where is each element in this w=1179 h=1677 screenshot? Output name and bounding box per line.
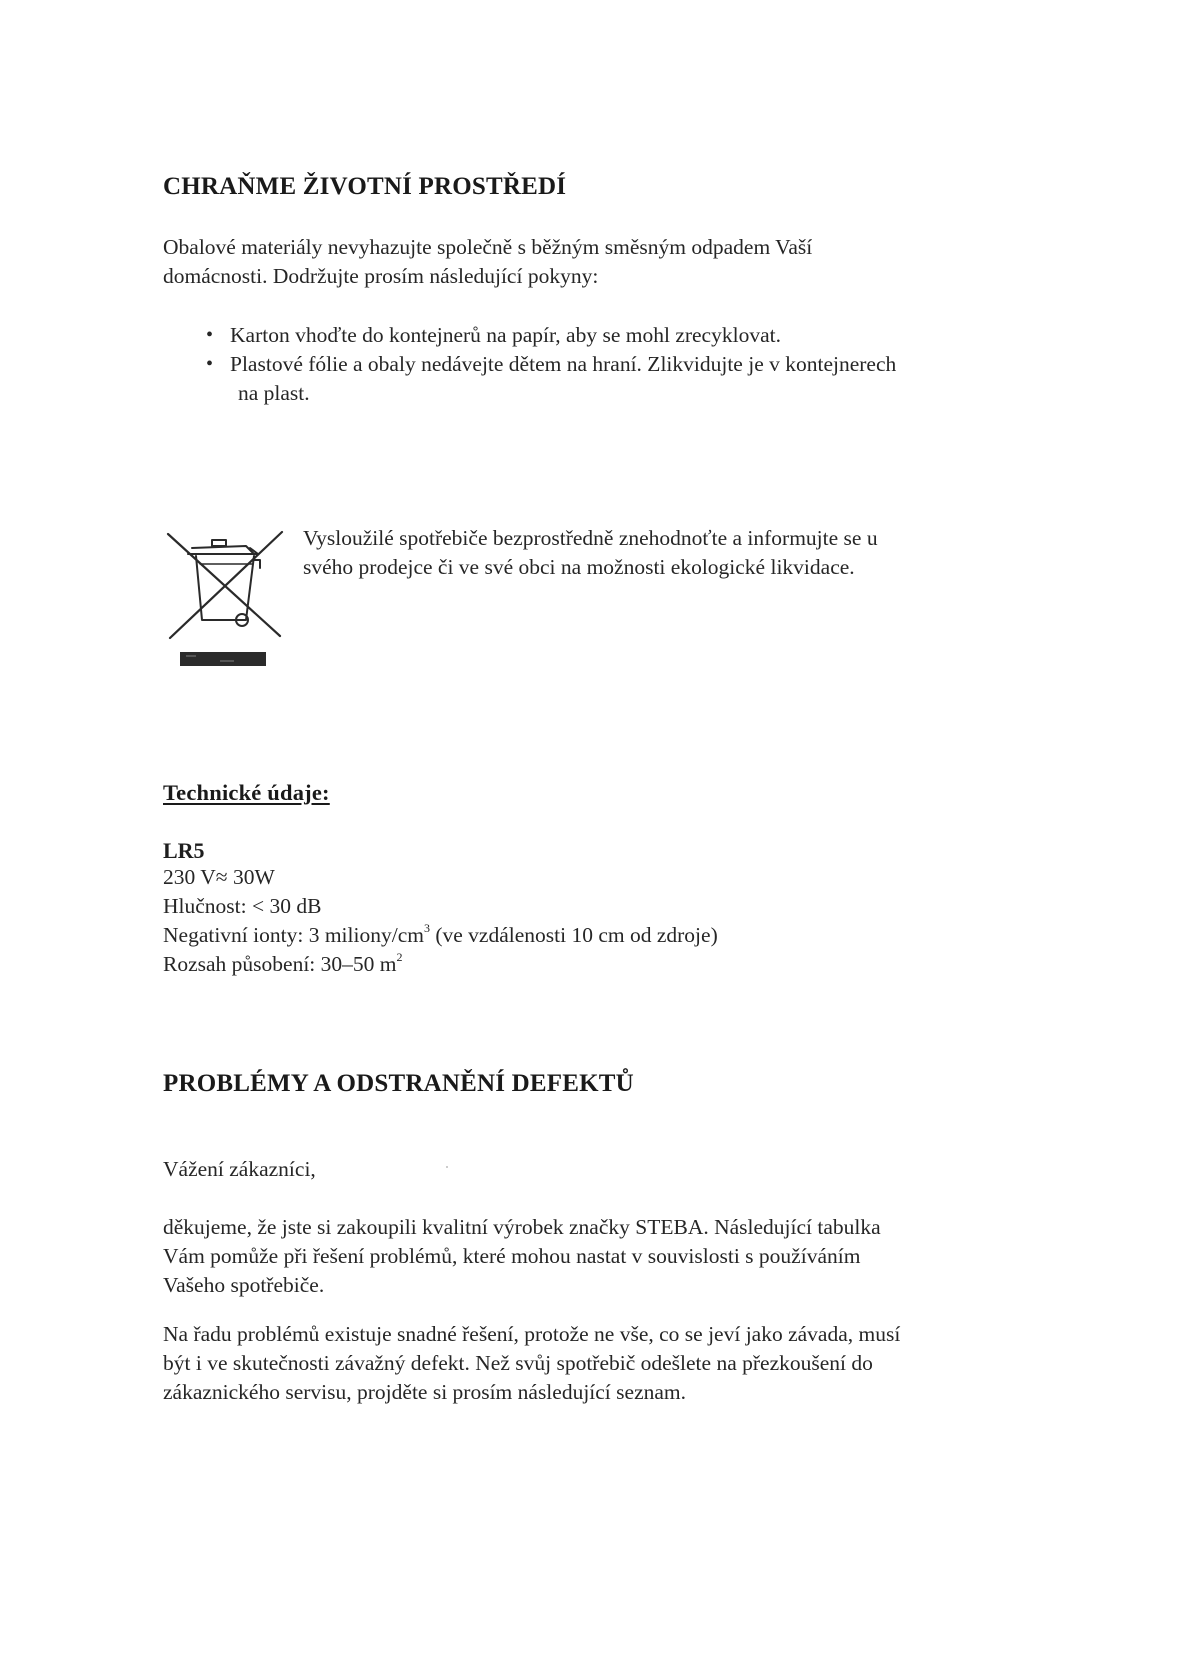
unit-exponent: 3: [423, 920, 430, 935]
crossed-out-wheelie-bin-icon: [162, 524, 288, 674]
paragraph-line: být i ve skutečnosti závažný defekt. Než svůj spotřebič odešlete na přezkoušení do: [163, 1351, 873, 1375]
weee-disposal-note: [303, 524, 1003, 582]
paragraph-line: Vašeho spotřebiče.: [163, 1273, 325, 1297]
technical-specs: [163, 863, 718, 979]
spec-negative-ions: [163, 921, 718, 950]
list-item-text: Karton vhoďte do kontejnerů na papír, aby se mohl zrecyklovat.: [230, 323, 781, 347]
spec-power: 230 V≈ 30W: [163, 865, 275, 889]
spec-negative-ions-distance: (ve vzdálenosti 10 cm od zdroje): [429, 923, 718, 947]
environment-intro-line: Obalové materiály nevyhazujte společně s běžným směsným odpadem Vaší: [163, 235, 813, 259]
paragraph-line: Na řadu problémů existuje snadné řešení, protože ne vše, co se jeví jako závada, musí: [163, 1322, 901, 1346]
model-name: LR5: [163, 838, 205, 863]
spec-range-text: Rozsah působení: 30–50 m: [163, 952, 397, 976]
unit-exponent: 2: [396, 949, 403, 964]
list-item: [206, 321, 1030, 350]
spec-negative-ions-text: Negativní ionty: 3 miliony/cm: [163, 923, 424, 947]
paragraph-line: Vám pomůže při řešení problémů, které mohou nastat v souvislosti s používáním: [163, 1244, 861, 1268]
environment-heading: CHRAŇME ŽIVOTNÍ PROSTŘEDÍ: [163, 173, 567, 200]
greeting: Vážení zákazníci,: [163, 1157, 316, 1181]
environment-intro: [163, 233, 812, 291]
environment-bullet-list: [206, 321, 1030, 408]
technical-data-heading: Technické údaje:: [163, 780, 330, 805]
list-item: [206, 350, 1030, 408]
environment-intro-line: domácnosti. Dodržujte prosím následující pokyny:: [163, 264, 599, 288]
bullet-icon: •: [206, 324, 214, 346]
paragraph-line: děkujeme, že jste si zakoupili kvalitní výrobek značky STEBA. Následující tabulka: [163, 1215, 881, 1239]
scan-speck: [446, 1166, 448, 1168]
spec-range: [163, 950, 718, 979]
list-item-text: Plastové fólie a obaly nedávejte dětem na hraní. Zlikvidujte je v kontejnerech: [230, 352, 897, 376]
problems-paragraph: [163, 1320, 900, 1407]
bullet-icon: •: [206, 353, 214, 375]
list-item-text: na plast.: [238, 381, 310, 405]
paragraph-line: zákaznického servisu, projděte si prosím následující seznam.: [163, 1380, 687, 1404]
weee-disposal-line: Vysloužilé spotřebiče bezprostředně znehodnoťte a informujte se u: [303, 526, 878, 550]
spec-noise: Hlučnost: < 30 dB: [163, 894, 322, 918]
weee-disposal-line: svého prodejce či ve své obci na možnosti ekologické likvidace.: [303, 555, 855, 579]
thanks-paragraph: [163, 1213, 881, 1300]
troubleshooting-heading: PROBLÉMY A ODSTRANĚNÍ DEFEKTŮ: [163, 1070, 634, 1097]
